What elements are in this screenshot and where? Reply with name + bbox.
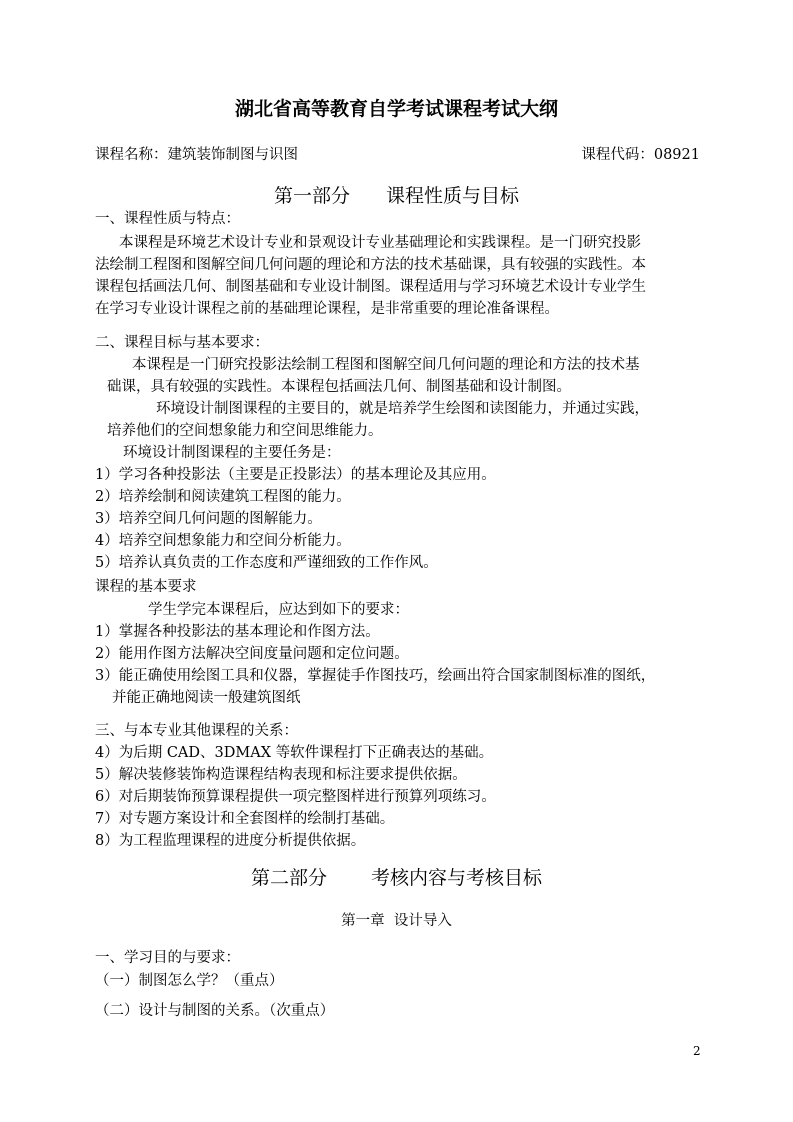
paragraph-line: 环境设计制图课程的主要目的，就是培养学生绘图和读图能力，并通过实践， — [156, 401, 649, 417]
chapter1-heading: 第一章 设计导入 — [341, 913, 452, 929]
section3-heading: 三、与本专业其他课程的关系： — [95, 723, 298, 739]
part2-heading — [0, 865, 793, 891]
list-item: （二）设计与制图的关系。（次重点） — [95, 1003, 335, 1019]
list-item: 4）培养空间想象能力和空间分析能力。 — [95, 533, 351, 549]
list-item: 1）学习各种投影法（主要是正投影法）的基本理论及其应用。 — [95, 467, 496, 483]
paragraph-line: 培养他们的空间想象能力和空间思维能力。 — [107, 423, 383, 439]
part1-label: 第一部分 — [273, 185, 350, 207]
paragraph-line: 学生学完本课程后，应达到如下的要求： — [148, 602, 409, 618]
paragraph-line: 本课程是环境艺术设计专业和景观设计专业基础理论和实践课程。是一门研究投影 — [119, 235, 641, 251]
list-item: 6）对后期装饰预算课程提供一项完整图样进行预算列项练习。 — [95, 789, 496, 805]
list-item: 3）培养空间几何问题的图解能力。 — [95, 511, 322, 527]
course-code: 课程代码：08921 — [581, 147, 700, 163]
section1-heading: 一、课程性质与特点： — [95, 211, 240, 227]
paragraph-line: 础课，具有较强的实践性。本课程包括画法几何、制图基础和设计制图。 — [107, 379, 571, 395]
requirements-heading: 课程的基本要求 — [95, 579, 197, 595]
list-item: 5）解决装修装饰构造课程结构表现和标注要求提供依据。 — [95, 767, 467, 783]
paragraph-line: 环境设计制图课程的主要任务是： — [123, 445, 341, 461]
part2-title: 考核内容与考核目标 — [371, 867, 543, 889]
list-item: 8）为工程监理课程的进度分析提供依据。 — [95, 833, 366, 849]
document-title: 湖北省高等教育自学考试课程考试大纲 — [234, 98, 558, 120]
paragraph-line: 法绘制工程图和图解空间几何问题的理论和方法的技术基础课，具有较强的实践性。本 — [95, 257, 646, 273]
list-item: （一）制图怎么学？（重点） — [95, 973, 284, 989]
page-number: 2 — [693, 1044, 701, 1058]
list-item: 5）培养认真负责的工作态度和严谨细致的工作作风。 — [95, 555, 438, 571]
list-item: 2）能用作图方法解决空间度量问题和定位问题。 — [95, 646, 409, 662]
list-item: 2）培养绘制和阅读建筑工程图的能力。 — [95, 489, 351, 505]
list-item: 7）对专题方案设计和全套图样的绘制打基础。 — [95, 811, 395, 827]
list-item: 并能正确地阅读一般建筑图纸 — [112, 690, 301, 706]
course-name: 课程名称：建筑装饰制图与识图 — [95, 147, 298, 163]
chapter1-section-heading: 一、学习目的与要求： — [95, 950, 240, 966]
paragraph-line: 本课程是一门研究投影法绘制工程图和图解空间几何问题的理论和方法的技术基 — [132, 357, 640, 373]
list-item: 3）能正确使用绘图工具和仪器，掌握徒手作图技巧，绘画出符合国家制图标准的图纸， — [95, 668, 656, 684]
part1-heading — [0, 183, 793, 209]
part2-label: 第二部分 — [250, 867, 327, 889]
paragraph-line: 课程包括画法几何、制图基础和专业设计制图。课程适用与学习环境艺术设计专业学生 — [95, 279, 646, 295]
list-item: 4）为后期 CAD、3DMAX 等软件课程打下正确表达的基础。 — [95, 745, 494, 761]
paragraph-line: 在学习专业设计课程之前的基础理论课程，是非常重要的理论准备课程。 — [95, 301, 559, 317]
list-item: 1）掌握各种投影法的基本理论和作图方法。 — [95, 624, 380, 640]
part1-title: 课程性质与目标 — [386, 185, 520, 207]
section2-heading: 二、课程目标与基本要求： — [95, 335, 269, 351]
